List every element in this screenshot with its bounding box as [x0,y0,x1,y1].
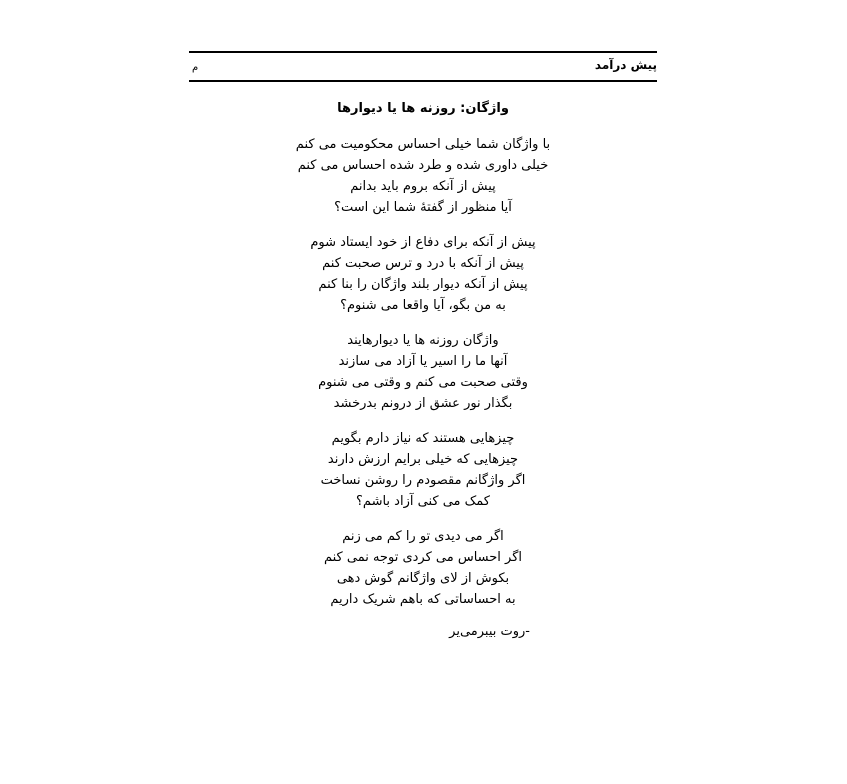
poem-line: بکوش از لای واژگانم گوش دهی [336,571,510,586]
stanza-4 [189,428,657,512]
poem-line: وقتی صحبت می کنم و وقتی می شنوم [318,375,528,390]
poem-author: -روت بیبرمی‌یر [449,624,530,639]
header-top-rule [189,51,657,53]
poem-line: اگر می دیدی تو را کم می زنم [342,529,504,544]
poem-line: اگر احساس می کردی توجه نمی کنم [323,550,523,565]
running-header-title: پیش درآمد [594,58,657,72]
poem-line: خیلی داوری شده و طرد شده احساس می کنم [297,158,549,173]
poem-line: چیزهایی که خیلی برایم ارزش دارند [327,452,519,467]
stanza-1 [189,134,657,218]
poem-line: پیش از آنکه دیوار بلند واژگان را بنا کنم [318,277,528,292]
page-number: م [192,62,199,73]
poem-title: واژگان: روزنه ها یا دیوارها [337,101,509,116]
stanza-5 [189,526,657,610]
poem-line: اگر واژگانم مقصودم را روشن نساخت [320,473,526,488]
poem-line: با واژگان شما خیلی احساس محکومیت می کنم [295,137,551,152]
poem-line: کمک می کنی آزاد باشم؟ [356,494,490,509]
poem-line: آنها ما را اسیر یا آزاد می سازند [338,354,508,369]
stanza-3 [189,330,657,414]
poem-line: آیا منظور از گفتهٔ شما این است؟ [334,200,512,215]
stanza-2 [189,232,657,316]
header-bottom-rule [189,80,657,82]
poem-line: واژگان روزنه ها یا دیوارهایند [347,333,499,348]
poem-line: پیش از آنکه با درد و ترس صحبت کنم [322,256,524,271]
poem-line: به من بگو، آیا واقعا می شنوم؟ [340,298,506,313]
poem-line: بگذار نور عشق از درونم بدرخشد [333,396,513,411]
poem-line: پیش از آنکه برای دفاع از خود ایستاد شوم [310,235,536,250]
poem-line: پیش از آنکه بروم باید بدانم [350,179,496,194]
poem-line: چیزهایی هستند که نیاز دارم بگویم [331,431,515,446]
poem-line: به احساساتی که باهم شریک داریم [330,592,516,607]
